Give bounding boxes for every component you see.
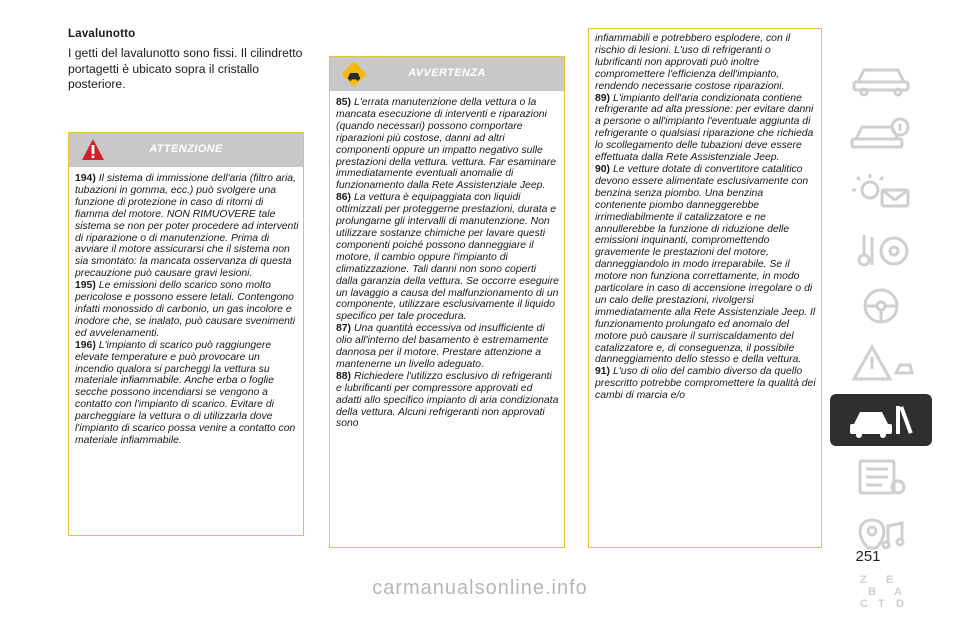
svg-text:E: E [886,574,894,586]
warning-item [75,280,299,340]
continued-body [589,29,821,402]
item-text: Le emissioni dello scarico sono molto pericolose e possono essere letali. Contengono infatti monossido di carbonio, un gas incolore e inodore che, se inalato, può causare svenimenti ed avvelenamenti. [75,280,296,339]
tab-maintenance[interactable] [830,394,932,446]
item-text: L'impianto di scarico può raggiungere elevate temperature e può provocare un incendio qualora si parcheggi la vettura su materiale infiammabile. Anche erba o foglie secche possono incendiarsi se vengono a contatto con l'impianto di scarico. Evitare di parcheggiare la vettura o di utilizzarla dove l'impianto di scarico possa venire a contatto con materiale infiammabile. [75,339,296,446]
item-number: 87) [336,323,352,335]
item-number: 195) [75,280,96,292]
warning-item [595,164,817,366]
item-number: 194) [75,173,96,184]
svg-text:A: A [894,586,902,598]
car-dashboard-icon [848,58,914,98]
continued-lead: infiammabili e potrebbero esplodere, con il rischio di lesioni. L'uso di refrigeranti o lubrificanti non approvati può inoltre compromettere l'efficienza dell'impianto, rendendo necessarie costose riparazioni. [595,33,791,92]
warning-item [336,97,560,192]
item-text: Le vetture dotate di convertitore catalitico devono essere alimentate esclusivamente con benzina senza piombo. Una benzina contenente piombo danneggerebbe irrimediabilmente il catalizzatore e ne annullerebbe la funzione di riduzione delle emissioni inquinanti, compromettendo gravemente le prestazioni del motore, danneggiandolo in modo irreparabile. Se il motore non funziona correttamente, in modo particolare in caso di accensione irregolare o di un calo delle prestazioni, rivolgersi immediatamente alla Rete Assistenziale Jeep. Il funzionamento prolungato ed anomalo del motore può causare il surriscaldamento del catalizzatore e, di conseguenza, il possibile danneggiamento dello stesso e della vettura. [595,163,816,366]
tab-lights[interactable] [830,166,932,218]
attenzione-body [69,167,303,447]
item-number: 196) [75,339,96,351]
svg-text:D: D [896,598,904,610]
avvertenza-body [330,91,564,430]
svg-text:Z: Z [860,574,867,586]
lights-icon [848,172,914,212]
item-number: 88) [336,370,352,382]
watermark-text: carmanualsonline.info [372,577,588,599]
avvertenza-header [330,57,564,91]
car-info-icon [848,115,914,155]
avvertenza-continued-box [588,28,822,548]
item-text: La vettura è equipaggiata con liquidi ottimizzati per proteggerne prestazioni, durata e prolungarne gli intervalli di manutenzione. Non utilizzare sostanze chimiche per lavare questi componenti poiché possono danneggiare il motore, il cambio oppure l'impianto di climatizzazione. Tali danni non sono coperti dalla garanzia della vettura. Se occorre eseguire un lavaggio a causa del malfunzionamento di un componente, utilizzare esclusivamente il liquido specifico per tale procedura. [336,192,559,323]
item-text: Una quantità eccessiva od insufficiente di olio all'interno del basamento è estremamente dannosa per il motore. Prestare attenzione a mantenerne un livello adeguato. [336,323,549,370]
item-number: 85) [336,97,352,108]
tab-specifications[interactable] [830,451,932,503]
item-number: 91) [595,366,611,378]
car-wrench-icon [848,400,914,440]
item-text: L'impianto dell'aria condizionata contiene refrigerante ad alta pressione: per evitare danni a persone o all'impianto l'eventuale aggiunta di refrigerante o qualsiasi riparazione che richieda lo scollegamento delle tubazioni deve essere effettuata dalla Rete Assistenziale Jeep. [595,92,814,164]
warning-item [336,192,560,323]
chapter-tabs [830,52,932,622]
item-text: Il sistema di immissione dell'aria (filtro aria, tubazioni in gomma, ecc.) può svolgere una funzione di protezione in caso di ritorni di fiamma del motore. NON RIMUOVERE tale sistema se non per poter procedere ad interventi di riparazione o di manutenzione. Prima di avviare il motore assicurarsi che il sistema non sia smontato: la mancata osservanza di questa precauzione può causare gravi lesioni. [75,173,299,280]
tab-dashboard[interactable] [830,52,932,104]
attenzione-header [69,133,303,167]
item-text: L'errata manutenzione della vettura o la mancata esecuzione di interventi e riparazioni (quando necessari) possono comportare riparazioni più costose, danni ad altri componenti oppure un impatto negativo sulle prestazioni della vettura. vettura. Far esaminare immediatamente eventuali anomalie di funzionamento dalla Rete Assistenziale Jeep. [336,97,557,192]
svg-text:C: C [860,598,868,610]
attenzione-box [68,132,304,536]
attenzione-title: ATTENZIONE [149,143,223,155]
warning-item [336,371,560,431]
section-title: Lavalunotto [68,28,136,40]
avvertenza-box [329,56,565,548]
safety-key-icon [848,229,914,269]
item-number: 86) [336,192,352,204]
tab-emergency[interactable] [830,337,932,389]
intro-paragraph: I getti del lavalunotto sono fissi. Il cilindretto portagetti è ubicato sopra il cristallo posteriore. [68,46,303,91]
warning-item [595,366,817,402]
warning-item [75,173,299,280]
avvertenza-title: AVVERTENZA [408,67,486,79]
spec-list-icon [848,457,914,497]
tab-car-info[interactable] [830,109,932,161]
svg-text:B: B [868,586,876,598]
warning-triangle-icon [848,343,914,383]
item-number: 89) [595,92,611,104]
warning-item [75,340,299,447]
page-number: 251 [855,548,881,565]
warning-item [336,323,560,371]
svg-text:T: T [878,598,885,610]
item-number: 90) [595,163,611,175]
warning-item [595,93,817,164]
left-column [68,28,304,93]
item-text: L'uso di olio del cambio diverso da quello prescritto potrebbe compromettere la qualità dei cambi di marcia e/o [595,366,816,402]
steering-wheel-icon [848,286,914,326]
tab-driving[interactable] [830,280,932,332]
tab-safety[interactable] [830,223,932,275]
item-text: Richiedere l'utilizzo esclusivo di refrigeranti e lubrificanti per compressore approvati ed adatti allo specifico impianto di aria condizionata della vettura. Alcuni refrigeranti non approvati sono [336,370,559,430]
